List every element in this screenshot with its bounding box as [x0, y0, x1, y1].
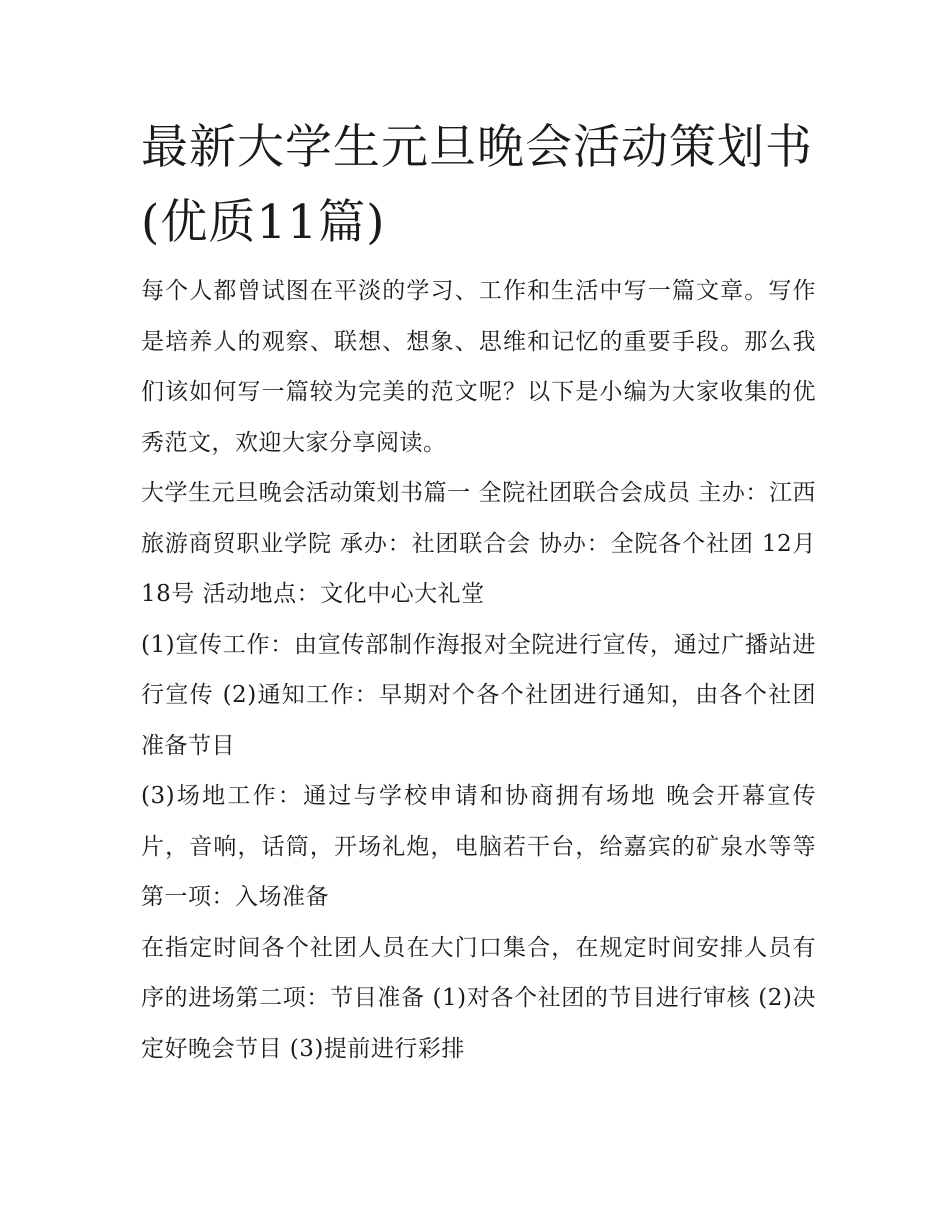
document-page	[141, 110, 816, 1074]
paragraph-publicity: (1)宣传工作：由宣传部制作海报对全院进行宣传，通过广播站进行宣传 (2)通知工作：早期对个各个社团进行通知，由各个社团准备节目	[141, 631, 816, 759]
paragraph-program: 在指定时间各个社团人员在大门口集合，在规定时间安排人员有序的进场第二项：节目准备 (1)对各个社团的节目进行审核 (2)决定好晚会节目 (3)提前进行彩排	[141, 934, 816, 1062]
paragraph-organizers: 大学生元旦晚会活动策划书篇一 全院社团联合会成员 主办：江西旅游商贸职业学院 承办：社团联合会 协办：全院各个社团 12月18号 活动地点：文化中心大礼堂	[141, 480, 816, 607]
paragraph-intro: 每个人都曾试图在平淡的学习、工作和生活中写一篇文章。写作是培养人的观察、联想、想象、思维和记忆的重要手段。那么我们该如何写一篇较为完美的范文呢？以下是小编为大家收集的优秀范文，欢迎大家分享阅读。	[141, 278, 816, 456]
document-title: 最新大学生元旦晚会活动策划书(优质11篇)	[141, 120, 813, 250]
paragraph-venue: (3)场地工作：通过与学校申请和协商拥有场地 晚会开幕宣传片，音响，话筒，开场礼炮，电脑若干台，给嘉宾的矿泉水等等 第一项：入场准备	[141, 783, 816, 910]
